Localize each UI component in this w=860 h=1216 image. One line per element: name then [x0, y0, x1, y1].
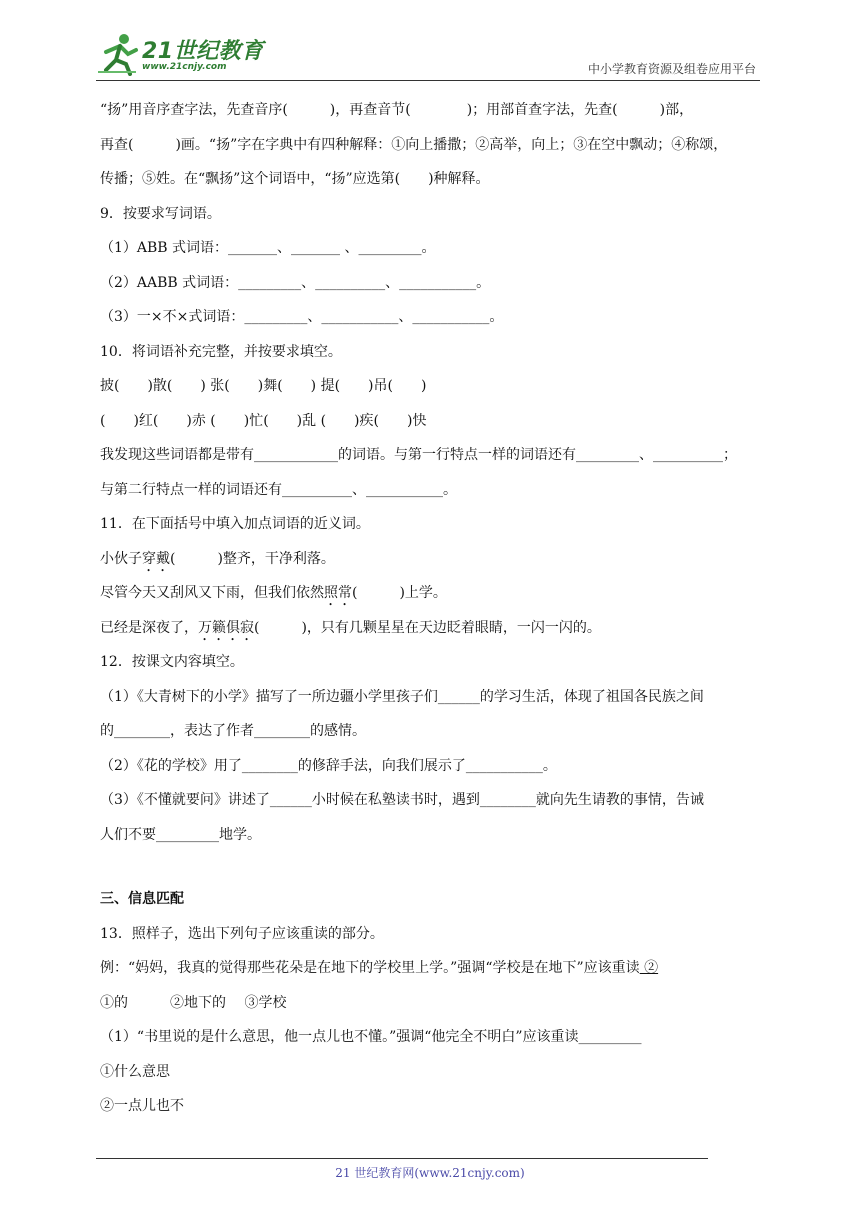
question-11-sentence-1 [100, 549, 770, 569]
logo-text: 21世纪教育 [142, 39, 264, 64]
dotted-word: 万籁俱寂 [198, 619, 254, 636]
document-body [100, 100, 770, 1131]
text: ( )整齐，干净利落。 [170, 550, 335, 567]
text-line: “扬”用音序查字法，先查音序( )，再查音节( )；用部首查字法，先查( )部， [100, 102, 694, 118]
question-9-part-2: （2）AABB 式词语：_________、__________、___________。 [100, 274, 491, 291]
question-10-row-3: 我发现这些词语都是带有____________的词语。与第一行特点一样的词语还有_________、__________； [100, 447, 737, 463]
question-13-part-1-option-1: ①什么意思 [100, 1063, 170, 1080]
section-gap [100, 859, 770, 889]
section-3-title: 三、信息匹配 [100, 891, 184, 907]
text: 已经是深夜了， [100, 619, 198, 636]
question-13-part-1-option-2: ②一点儿也不 [100, 1098, 184, 1114]
question-13: 13．照样子，选出下列句子应该重读的部分。 [100, 925, 384, 942]
dotted-word: 照常 [324, 585, 352, 601]
text-line: 传播；⑤姓。在“飘扬”这个词语中，“扬”应选第( )种解释。 [100, 171, 490, 187]
question-9: 9．按要求写词语。 [100, 205, 221, 222]
question-12-part-1b: 的________，表达了作者________的感情。 [100, 723, 366, 739]
question-12: 12．按课文内容填空。 [100, 654, 244, 670]
page-header [96, 28, 756, 80]
question-13-example-options: ①的 ②地下的 ③学校 [100, 994, 287, 1011]
site-logo [96, 32, 266, 76]
runner-logo-icon [96, 32, 140, 76]
text: ( )，只有几颗星星在天边眨着眼睛，一闪一闪的。 [254, 619, 601, 636]
text: ( )上学。 [352, 585, 447, 601]
text-line: 再查( )画。“扬”字在字典中有四种解释：①向上播撒；②高举，向上；③在空中飘动；④称颂， [100, 136, 728, 153]
question-12-part-2: （2）《花的学校》用了________的修辞手法，向我们展示了___________。 [100, 757, 557, 774]
text: 例：“妈妈，我真的觉得那些花朵是在地下的学校里上学。”强调“学校是在地下”应该重读 [100, 960, 640, 976]
platform-name: 中小学教育资源及组卷应用平台 [587, 62, 756, 76]
question-11: 11．在下面括号中填入加点词语的近义词。 [100, 516, 370, 532]
dotted-word: 穿戴 [142, 550, 170, 567]
text: 小伙子 [100, 550, 142, 567]
footer-divider [96, 1158, 708, 1159]
logo-url: www.21cnjy.com [142, 62, 227, 72]
page-footer: 21 世纪教育网(www.21cnjy.com) [335, 1166, 525, 1180]
question-10-row-1: 披( )散( ) 张( )舞( ) 提( )吊( ) [100, 378, 427, 394]
question-12-part-3a: （3）《不懂就要问》讲述了______小时候在私塾读书时，遇到________就向先生请教的事情，告诫 [100, 792, 704, 808]
question-13-part-1: （1）“书里说的是什么意思，他一点儿也不懂。”强调“他完全不明白”应该重读_________ [100, 1029, 642, 1045]
question-12-part-1a: （1）《大青树下的小学》描写了一所边疆小学里孩子们______的学习生活，体现了祖国各民族之间 [100, 688, 704, 705]
question-10-row-2: ( )红( )赤 ( )忙( )乱 ( )疾( )快 [100, 412, 427, 429]
example-answer: ② [639, 960, 659, 976]
question-10-row-4: 与第二行特点一样的词语还有__________、___________。 [100, 481, 457, 498]
question-13-example [100, 958, 770, 978]
question-9-part-1: （1）ABB 式词语：_______、_______ 、_________。 [100, 240, 436, 256]
question-9-part-3: （3）一×不×式词语：_________、___________、___________。 [100, 309, 504, 325]
question-12-part-3b: 人们不要_________地学。 [100, 826, 261, 843]
question-11-sentence-3 [100, 618, 770, 638]
question-10: 10．将词语补充完整，并按要求填空。 [100, 343, 342, 360]
question-11-sentence-2 [100, 583, 770, 603]
text: 尽管今天又刮风又下雨，但我们依然 [100, 585, 324, 601]
header-divider [96, 80, 760, 81]
